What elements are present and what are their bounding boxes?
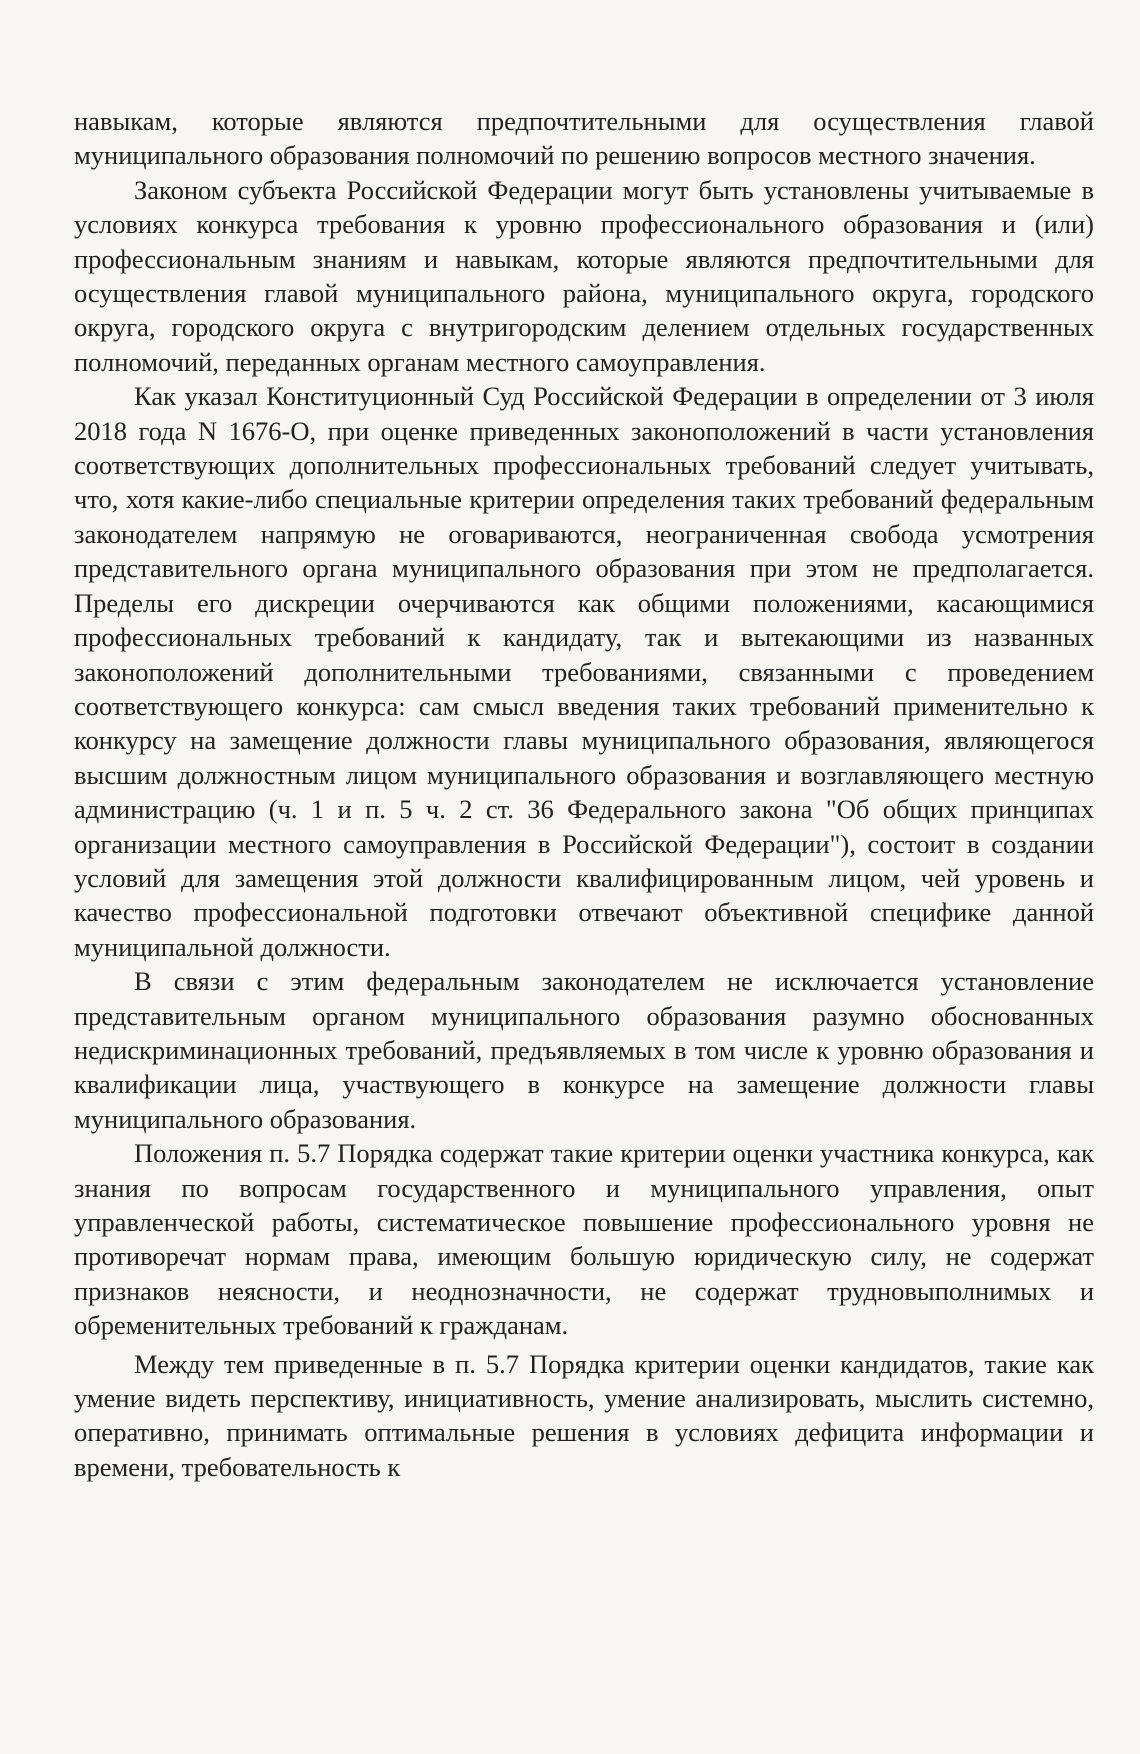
paragraph-regional-law: Законом субъекта Российской Федерации могут быть установлены учитываемые в условиях конкурса требования к уровню профессионального образования и (или) профессиональным знаниям и навыкам, которые являются предпочтительными для осуществления главой муниципального района, муниципального округа, городского округа, городского округа с внутригородским делением отдельных государственных полномочий, переданных органам местного самоуправления. <box>74 174 1094 377</box>
document-page <box>74 104 1094 1484</box>
paragraph-candidate-criteria: Между тем приведенные в п. 5.7 Порядка критерии оценки кандидатов, такие как умение видеть перспективу, инициативность, умение анализировать, мыслить системно, оперативно, принимать оптимальные решения в условиях дефицита информации и времени, требовательность к <box>74 1348 1094 1482</box>
paragraph-continuation: навыкам, которые являются предпочтительными для осуществления главой муниципального образования полномочий по решению вопросов местного значения. <box>74 106 1094 171</box>
paragraph-constitutional-court: Как указал Конституционный Суд Российской Федерации в определении от 3 июля 2018 года N 1676-О, при оценке приведенных законоположений в части установления соответствующих дополнительных профессиональных требований следует учитывать, что, хотя какие-либо специальные критерии определения таких требований федеральным законодателем напрямую не оговариваются, неограниченная свобода усмотрения представительного органа муниципального образования при этом не предполагается. Пределы его дискреции очерчиваются как общими положениями, касающимися профессиональных требований к кандидату, так и вытекающими из названных законоположений дополнительными требованиями, связанными с проведением соответствующего конкурса: сам смысл введения таких требований применительно к конкурсу на замещение должности главы муниципального образования, являющегося высшим должностным лицом муниципального образования и возглавляющего местную администрацию (ч. 1 и п. 5 ч. 2 ст. 36 Федерального закона "Об общих принципах организации местного самоуправления в Российской Федерации"), состоит в создании условий для замещения этой должности квалифицированным лицом, чей уровень и качество профессиональной подготовки отвечают объективной специфике данной муниципальной должности. <box>74 381 1094 962</box>
paragraph-legislator: В связи с этим федеральным законодателем не исключается установление представительным органом муниципального образования разумно обоснованных недискриминационных требований, предъявляемых в том числе к уровню образования и квалификации лица, участвующего в конкурсе на замещение должности главы муниципального образования. <box>74 966 1094 1134</box>
paragraph-criteria-provisions: Положения п. 5.7 Порядка содержат такие критерии оценки участника конкурса, как знания по вопросам государственного и муниципального управления, опыт управленческой работы, систематическое повышение профессионального уровня не противоречат нормам права, имеющим большую юридическую силу, не содержат признаков неясности, и неоднозначности, не содержат трудновыполнимых и обременительных требований к гражданам. <box>74 1138 1094 1341</box>
